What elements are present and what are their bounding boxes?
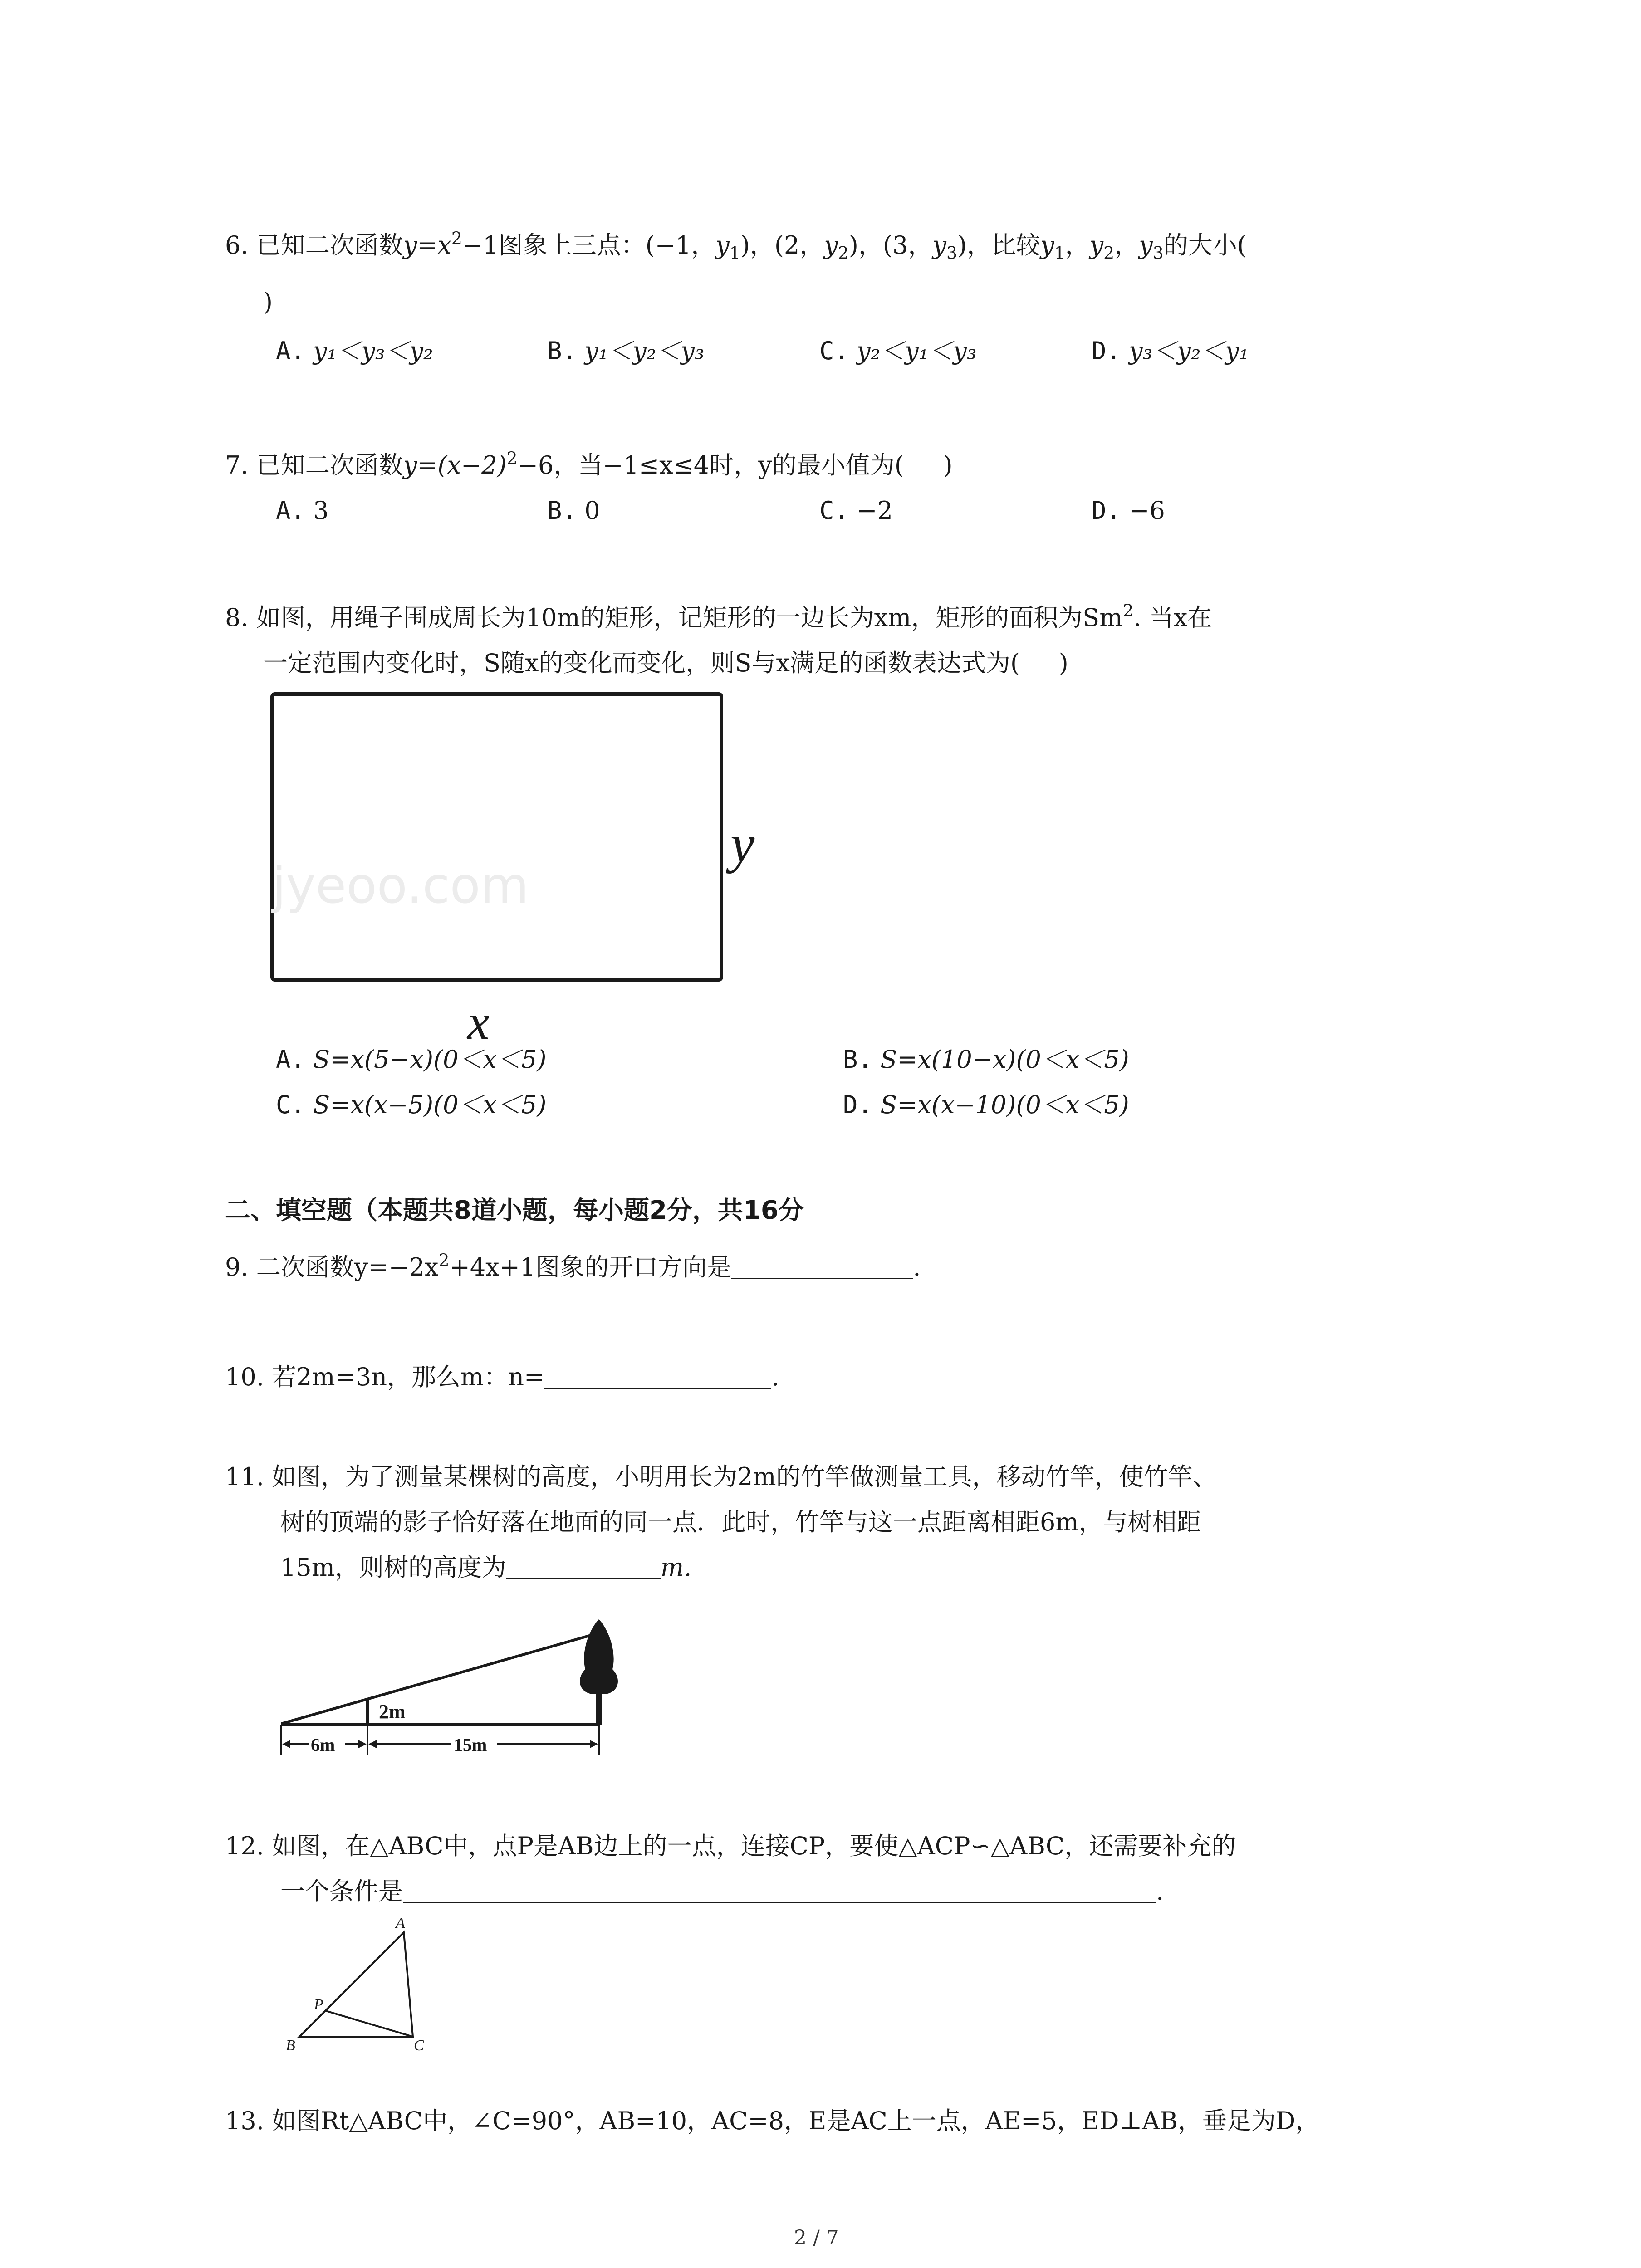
question-9: 9. 二次函数$y=-2x^2+4x+1$图象的开口方向是 . <box>225 1250 921 1281</box>
question-13-line1: 13. 如图Rt△ABC中，∠C=90°，AB=10，AC=8，E是AC上一点，AE=5，ED⊥AB，垂足为D， <box>225 2107 1320 2135</box>
rectangle-shape <box>272 694 721 980</box>
point-label-p: P <box>314 1996 323 2013</box>
question-6-close: ) <box>263 288 273 316</box>
section-2-title: 二、填空题（本题共8道小题，每小题2分，共16分 <box>225 1196 804 1225</box>
q9-answer-blank[interactable] <box>731 1253 913 1279</box>
q7-option-d[interactable]: D. −6 <box>1092 496 1165 525</box>
vertex-label-a: A <box>396 1915 405 1931</box>
question-11-line2: 树的顶端的影子恰好落在地面的同一点．此时，竹竿与这一点距离相距6m，与树相距 <box>280 1508 1201 1536</box>
q8-option-b[interactable]: B. S=x(10−x)(0＜x＜5) <box>843 1045 1129 1074</box>
q7-option-c[interactable]: C. −2 <box>819 496 893 525</box>
q8-option-c[interactable]: C. S=x(x−5)(0＜x＜5) <box>276 1090 547 1119</box>
distance-label-15m: 15m <box>454 1735 487 1755</box>
page-number: 2 / 7 <box>794 2226 839 2249</box>
pole-length-label: 2m <box>379 1701 406 1723</box>
q8-option-d[interactable]: D. S=x(x−10)(0＜x＜5) <box>843 1090 1129 1119</box>
q12-answer-blank[interactable] <box>403 1877 1156 1903</box>
question-7-stem: 7. 已知二次函数$y=(x-2)^2-6$，当−1≤x≤4时，y的最小值为( ) <box>225 448 953 479</box>
sight-line <box>281 1633 599 1724</box>
q6-option-a[interactable]: A. y₁＜y₃＜y₂ <box>276 337 433 365</box>
q7-option-a[interactable]: A. 3 <box>276 496 329 525</box>
tree-crown <box>580 1619 618 1694</box>
question-10: 10. 若2m=3n，那么m：n= . <box>225 1363 779 1391</box>
triangle-figure <box>272 1914 436 2059</box>
question-8-line1: 8. 如图，用绳子围成周长为10m的矩形，记矩形的一边长为xm，矩形的面积为Sm$^2$. 当x在 <box>225 601 1212 632</box>
segment-cp <box>326 2011 413 2037</box>
q10-answer-blank[interactable] <box>544 1363 771 1389</box>
question-6-line1: 6. 已知二次函数$y=x^2-1$图象上三点：(−1，$y_1$)，(2，$y_2$)，(3，$y_3$)，比较$y_1$，$y_2$，$y_3$的大小( <box>225 228 1247 263</box>
arrowhead-right-1 <box>358 1740 367 1748</box>
side-label-y: y <box>730 813 755 874</box>
triangle-abc <box>299 1932 413 2037</box>
rectangle-figure <box>254 680 862 1057</box>
tree-trunk <box>596 1692 602 1725</box>
side-label-x: x <box>467 994 490 1050</box>
q8-option-a[interactable]: A. S=x(5−x)(0＜x＜5) <box>276 1045 547 1074</box>
arrowhead-right-2 <box>590 1740 598 1748</box>
vertex-label-b: B <box>286 2037 295 2054</box>
question-12-line2: 一个条件是 . <box>280 1877 1164 1906</box>
arrowhead-left-2 <box>368 1740 377 1748</box>
watermark-text: jyeoo.com <box>272 856 529 914</box>
question-11-line1: 11. 如图，为了测量某棵树的高度，小明用长为2m的竹竿做测量工具，移动竹竿，使竹竿、 <box>225 1462 1217 1491</box>
q11-answer-blank[interactable] <box>506 1554 661 1579</box>
q7-option-b[interactable]: B. 0 <box>547 496 600 525</box>
q6-option-c[interactable]: C. y₂＜y₁＜y₃ <box>819 337 977 365</box>
question-12-line1: 12. 如图，在△ABC中，点P是AB边上的一点，连接CP，要使△ACP∽△ABC，还需要补充的 <box>225 1832 1236 1860</box>
question-8-line2: 一定范围内变化时，S随x的变化而变化，则S与x满足的函数表达式为( ) <box>263 649 1068 677</box>
q6-option-d[interactable]: D. y₃＜y₂＜y₁ <box>1092 337 1249 365</box>
arrowhead-left-1 <box>282 1740 290 1748</box>
q6-option-b[interactable]: B. y₁＜y₂＜y₃ <box>547 337 705 365</box>
vertex-label-c: C <box>414 2037 424 2054</box>
tree-shadow-figure <box>272 1601 635 1774</box>
question-11-line3: 15m，则树的高度为 m. <box>280 1553 692 1582</box>
distance-label-6m: 6m <box>311 1735 335 1755</box>
